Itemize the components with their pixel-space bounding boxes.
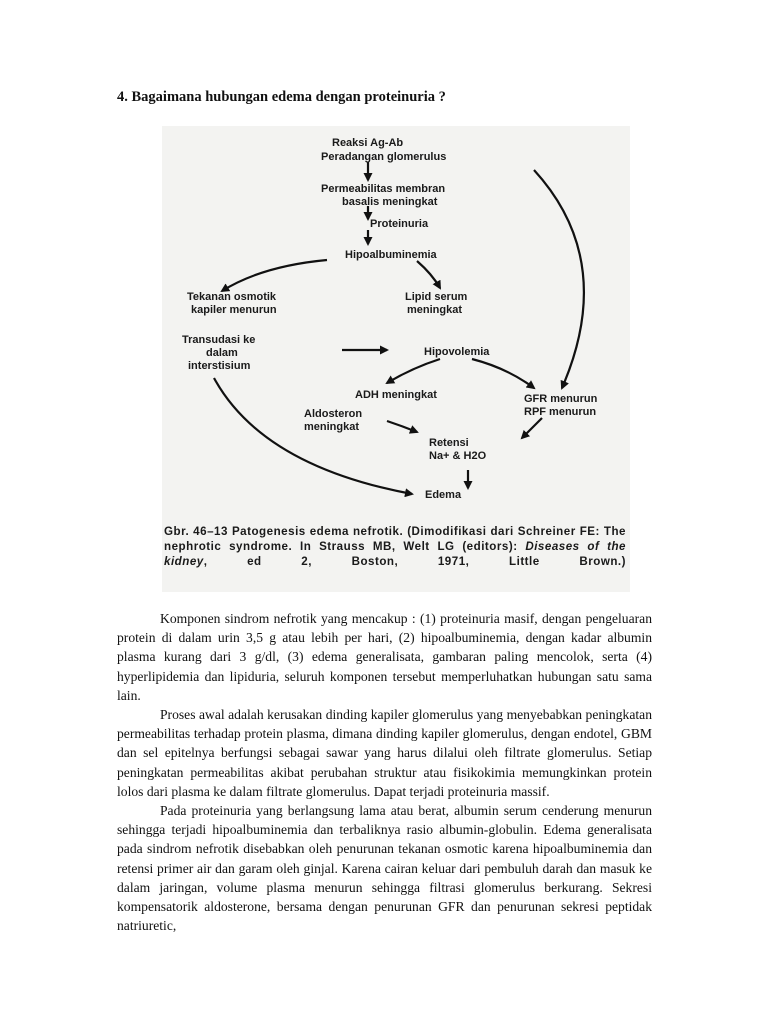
node-proteinuria: Proteinuria [370,218,429,230]
paragraph: Pada proteinuria yang berlangsung lama atau berat, albumin serum cenderung menurun sehingga terjadi hipoalbuminemia dan terbaliknya rasio albumin-globulin. Edema generalisata pada sindrom nefrotik disebabkan oleh penurunan tekanan osmotic karena hipoalbuminemia dan retensi primer air dan garam oleh ginjal. Karena cairan keluar dari pembuluh darah dan masuk ke dalam jaringan, volume plasma menurun sehingga filtrasi glomerulus berkurang. Sekresi kompensatorik aldosterone, bersama dengan penurunan GFR dan penurunan sekresi peptidak natriuretic, [117,803,652,934]
node-permeabilitas: Permeabilitas membran basalis meningkat [321,183,446,208]
paragraph: Proses awal adalah kerusakan dinding kapiler glomerulus yang menyebabkan peningkatan permeabilitas terhadap protein plasma, dimana dinding kapiler glomerulus, dengan endotel, GBM dan sel epitelnya berfungsi sebagai sawar yang harus dilalui oleh filtrate glomerulus. Setiap peningkatan permeabilitas akibat perubahan struktur atau fisikokimia memungkinkan protein lolos dari plasma ke dalam filtrate glomerulus. Dapat terjadi proteinuria massif. [117,707,652,799]
caption-label: Gbr. 46–13 [164,525,228,538]
arrow-hipo-lipid [417,261,440,288]
figure-caption [164,524,626,569]
node-hipovolemia: Hipovolemia [424,346,490,358]
node-aldosteron: Aldosteron meningkat [304,408,363,433]
node-retensi: Retensi Na+ & H2O [429,437,487,462]
pathogenesis-figure [162,126,630,592]
node-tekanan: Tekanan osmotik kapiler menurun [187,291,277,316]
arrow-hipo-tekanan [222,260,327,291]
node-transudasi: Transudasi ke dalam interstisium [182,334,256,372]
arrow-proteinuria-gfr [534,170,584,388]
node-hipoalbuminemia: Hipoalbuminemia [345,249,437,261]
node-gfr: GFR menurun RPF menurun [524,393,598,418]
flowchart [162,126,630,526]
arrow-hipovolemia-gfr [472,359,534,388]
body-text [117,609,652,935]
caption-book-title: Diseases of the kidney [164,540,626,568]
paragraph: Komponen sindrom nefrotik yang mencakup : (1) proteinuria masif, dengan pengeluaran protein di dalam urin 3,5 g atau lebih per hari, (2) hipoalbuminemia, dengan kadar albumin plasma kurang dari 3 g/dl, (3) edema generalisata, gambaran paling mencolok, serta (4) hyperlipidemia dan lipiduria, seluruh komponen tersebut memperluhatkan hubungan satu sama lain. [117,611,652,703]
node-edema: Edema [425,489,462,501]
caption-text-end: , ed 2, Boston, 1971, Little Brown.) [203,555,626,568]
node-reaksi: Reaksi Ag-Ab Peradangan glomerulus [321,137,447,163]
question-heading: 4. Bagaimana hubungan edema dengan proteinuria ? [117,89,446,105]
arrow-aldosteron-retensi [387,421,417,432]
caption-text: Patogenesis edema nefrotik. (Dimodifikasi dari Schreiner FE: The nephrotic syndrome. In Strauss MB, Welt LG (editors): [164,525,626,553]
arrow-hipovolemia-adh [387,359,440,383]
node-lipid: Lipid serum meningkat [405,291,468,316]
arrow-gfr-retensi [522,418,542,438]
node-adh: ADH meningkat [355,389,437,401]
